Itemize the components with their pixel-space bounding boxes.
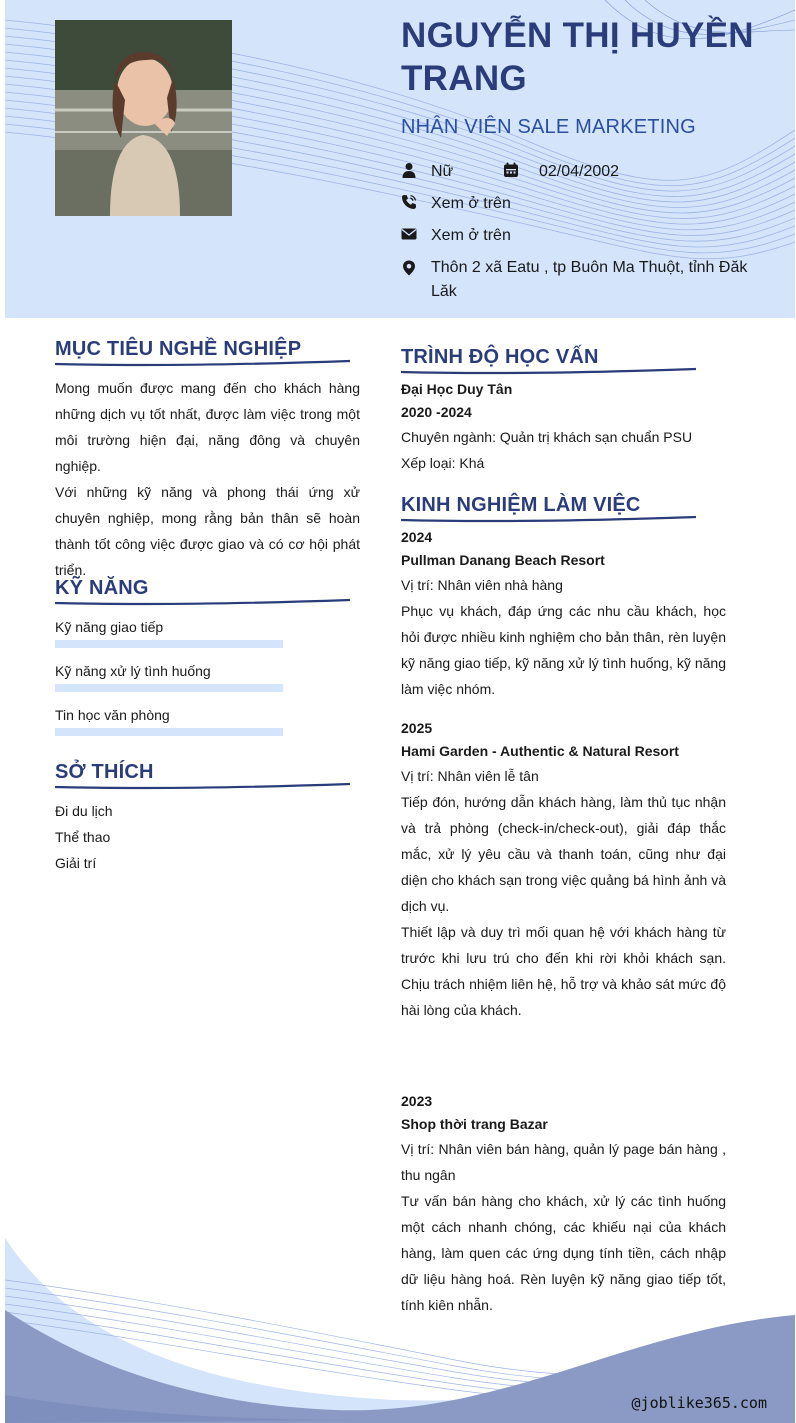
birthdate-row [503, 160, 663, 184]
phone-icon [401, 194, 417, 210]
job-1-description: Phục vụ khách, đáp ứng các nhu cầu khách, học hỏi được nhiều kinh nghiệm cho bản thân, rèn luyện kỹ năng giao tiếp, kỹ năng xử lý tình huống, kỹ năng làm việc nhóm. [401, 603, 726, 697]
skill-bar-3 [55, 728, 283, 736]
watermark: @joblike365.com [631, 1394, 767, 1412]
hobby-item-2: Thể thao [55, 829, 111, 845]
education-grade: Xếp loại: Khá [401, 455, 485, 471]
education-period: 2020 -2024 [401, 404, 472, 420]
hobbies-heading: SỞ THÍCH [55, 761, 154, 783]
objective-heading: MỤC TIÊU NGHỀ NGHIỆP [55, 338, 302, 360]
education-school: Đại Học Duy Tân [401, 381, 513, 397]
experience-underline [401, 514, 701, 524]
phone-row [401, 192, 731, 216]
job-3-description: Tư vấn bán hàng cho khách, xử lý các tình huống một cách nhanh chóng, các khiếu nại của khách hàng, làm quen các ứng dụng tính tiền, cách nhập dữ liệu hàng hoá. Rèn luyện kỹ năng giao tiếp tốt, tính kiên nhẫn. [401, 1193, 726, 1313]
skill-bar-1 [55, 640, 283, 648]
hobby-item-3: Giải trí [55, 855, 97, 871]
job-2-description-2: Thiết lập và duy trì mối quan hệ với khách hàng từ trước khi lưu trú cho đến khi rời khỏi khách sạn. Chịu trách nhiệm liên hệ, hỗ trợ và khảo sát mức độ hài lòng của khách. [401, 924, 726, 1018]
job-1-company: Pullman Danang Beach Resort [401, 552, 605, 568]
skill-bar-2 [55, 684, 283, 692]
experience-heading: KINH NGHIỆM LÀM VIỆC [401, 494, 641, 516]
skills-heading: KỸ NĂNG [55, 577, 149, 599]
job-2-position: Vị trí: Nhân viên lễ tân [401, 768, 539, 784]
birthdate-value: 02/04/2002 [539, 163, 620, 180]
education-major: Chuyên ngành: Quản trị khách sạn chuẩn PSU [401, 429, 693, 445]
user-icon [401, 162, 417, 178]
job-1-year: 2024 [401, 529, 433, 545]
address-row [401, 256, 761, 304]
candidate-name: NGUYỄN THỊ HUYỀN TRANG [401, 16, 754, 98]
job-2-year: 2025 [401, 720, 433, 736]
cv-page [5, 0, 795, 1423]
calendar-icon [503, 162, 519, 178]
skill-item-1: Kỹ năng giao tiếp [55, 619, 164, 635]
profile-photo [55, 20, 232, 216]
footer-background [5, 1220, 795, 1423]
objective-paragraph-1: Mong muốn được mang đến cho khách hàng những dịch vụ tốt nhất, được làm việc trong một môi trường hiện đại, năng đông và chuyên nghiệp. [55, 380, 360, 474]
skill-item-3: Tin học văn phòng [55, 707, 170, 723]
skill-item-2: Kỹ năng xử lý tình huống [55, 663, 211, 679]
education-heading: TRÌNH ĐỘ HỌC VẤN [401, 346, 599, 368]
phone-value: Xem ở trên [431, 195, 511, 212]
location-pin-icon [401, 260, 417, 276]
email-value: Xem ở trên [431, 227, 511, 244]
job-title: NHÂN VIÊN SALE MARKETING [401, 116, 696, 138]
job-1-position: Vị trí: Nhân viên nhà hàng [401, 577, 563, 593]
email-row [401, 224, 731, 248]
education-underline [401, 366, 701, 376]
address-value: Thôn 2 xã Eatu , tp Buôn Ma Thuột, tỉnh Đăk Lăk [431, 259, 748, 300]
hobbies-underline [55, 781, 355, 791]
gender-value: Nữ [431, 163, 454, 180]
footer-waves [5, 1220, 795, 1423]
job-3-position: Vị trí: Nhân viên bán hàng, quản lý page bán hàng , thu ngân [401, 1141, 726, 1183]
job-2-company: Hami Garden - Authentic & Natural Resort [401, 743, 679, 759]
objective-paragraph-2: Với những kỹ năng và phong thái ứng xử chuyên nghiệp, mong rằng bản thân sẽ hoàn thành tốt công việc được giao và có cơ hội phát triển. [55, 484, 360, 578]
objective-underline [55, 358, 355, 368]
job-2-description-1: Tiếp đón, hướng dẫn khách hàng, làm thủ tục nhận và trả phòng (check-in/check-out), giải đáp thắc mắc, xử lý yêu cầu và thanh toán, cũng như đại diện cho khách sạn trong việc quảng bá hình ảnh và dịch vụ. [401, 794, 726, 914]
envelope-icon [401, 226, 417, 242]
job-3-company: Shop thời trang Bazar [401, 1116, 548, 1132]
hobby-item-1: Đi du lịch [55, 803, 113, 819]
skills-underline [55, 597, 355, 607]
job-3-year: 2023 [401, 1093, 433, 1109]
